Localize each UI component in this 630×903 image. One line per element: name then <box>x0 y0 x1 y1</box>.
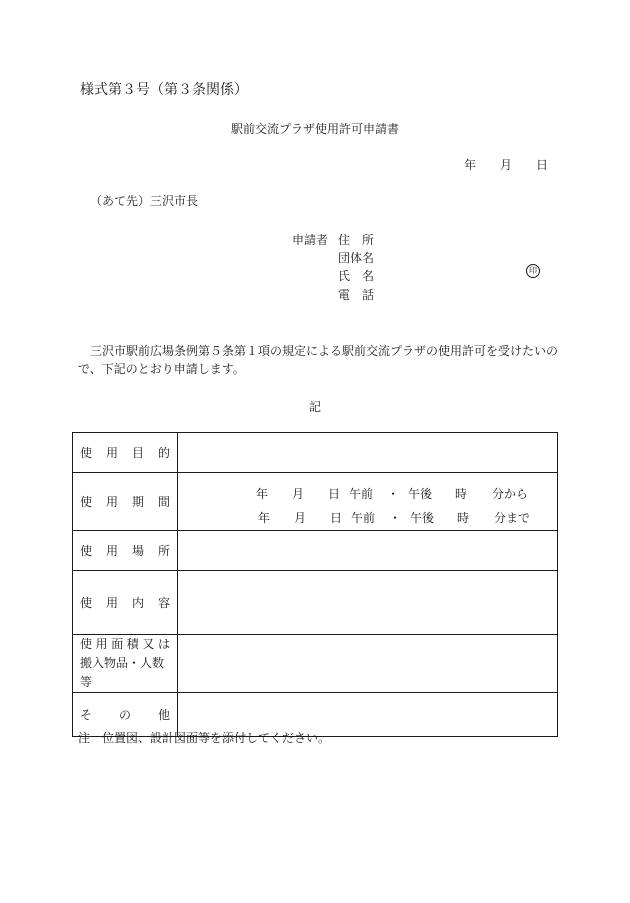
table-row-place <box>73 531 558 571</box>
date-day: 日 <box>536 158 549 172</box>
place-label-cell: 使 用 場 所 <box>73 531 178 571</box>
date-month: 月 <box>500 158 513 172</box>
period-value-cell[interactable]: 年 月 日 午前 ・ 午後 時 分から 年 月 日 午前 ・ 午後 時 分まで <box>178 473 558 531</box>
applicant-phone-label: 電 話 <box>338 288 375 302</box>
table-row-purpose <box>73 433 558 473</box>
addressee: （あて先）三沢市長 <box>90 194 199 208</box>
content-label-cell: 使 用 内 容 <box>73 571 178 635</box>
applicant-address-label: 住 所 <box>338 233 375 247</box>
table-row-period <box>73 473 558 531</box>
place-value-cell[interactable] <box>178 531 558 571</box>
attachment-note: 注 位置図、設計図面等を添付してください。 <box>78 731 331 745</box>
request-body-text: 三沢市駅前広場条例第５条第１項の規定による駅前交流プラザの使用許可を受けたいので、下記のとおり申請します。 <box>78 344 559 376</box>
applicant-label: 申請者 <box>292 233 329 247</box>
table-row-area <box>73 635 558 693</box>
purpose-label-cell: 使 用 目 的 <box>73 433 178 473</box>
area-label-cell: 使 用 面 積 又 は 搬入物品・人数等 <box>73 635 178 693</box>
application-table <box>72 432 558 737</box>
purpose-value-cell[interactable] <box>178 433 558 473</box>
other-label-cell: そ の 他 <box>73 693 178 737</box>
area-value-cell[interactable] <box>178 635 558 693</box>
document-title: 駅前交流プラザ使用許可申請書 <box>230 122 399 136</box>
ki-heading: 記 <box>308 400 321 414</box>
seal-mark: 印 <box>526 264 540 278</box>
period-label-cell: 使 用 期 間 <box>73 473 178 531</box>
applicant-name-label: 氏 名 <box>338 269 375 283</box>
table-row-content <box>73 571 558 635</box>
applicant-group-label: 団体名 <box>338 251 375 265</box>
content-value-cell[interactable] <box>178 571 558 635</box>
date-year: 年 <box>464 158 477 172</box>
form-number: 様式第３号（第３条関係） <box>80 82 248 98</box>
